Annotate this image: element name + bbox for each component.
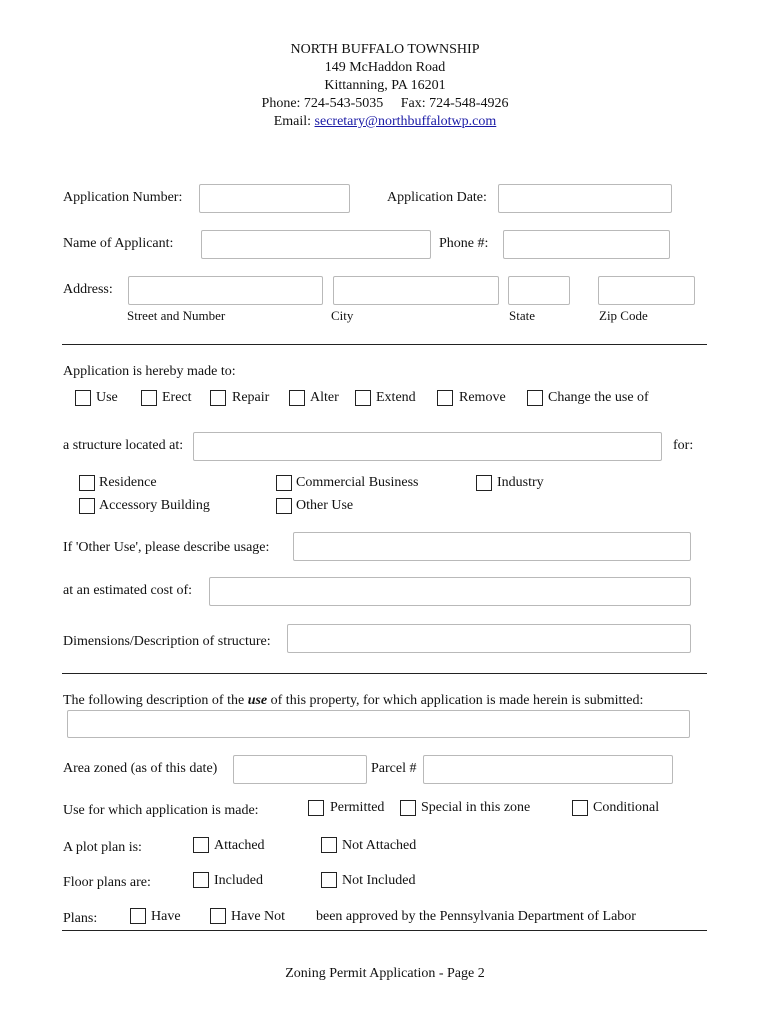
applicant-name-label: Name of Applicant: bbox=[63, 236, 174, 251]
other-use-describe-label: If 'Other Use', please describe usage: bbox=[63, 540, 270, 555]
area-zoned-input[interactable] bbox=[233, 755, 367, 784]
accessory-building-label: Accessory Building bbox=[99, 498, 210, 513]
city-input[interactable] bbox=[333, 276, 499, 305]
floor-included-checkbox[interactable] bbox=[193, 872, 209, 888]
plans-have-not-checkbox[interactable] bbox=[210, 908, 226, 924]
org-email-line bbox=[0, 114, 770, 130]
floor-included-label: Included bbox=[214, 873, 263, 888]
change-use-label: Change the use of bbox=[548, 390, 649, 405]
org-city: Kittanning, PA 16201 bbox=[324, 78, 446, 93]
plot-plan-label: A plot plan is: bbox=[63, 840, 142, 855]
extend-checkbox[interactable] bbox=[355, 390, 371, 406]
extend-label: Extend bbox=[376, 390, 416, 405]
phone-input[interactable] bbox=[503, 230, 670, 259]
industry-label: Industry bbox=[497, 475, 544, 490]
use-description-input[interactable] bbox=[67, 710, 690, 738]
email-link[interactable]: secretary@northbuffalotwp.com bbox=[314, 114, 497, 129]
conditional-label: Conditional bbox=[593, 800, 660, 815]
residence-label: Residence bbox=[99, 475, 157, 490]
erect-label: Erect bbox=[162, 390, 192, 405]
remove-label: Remove bbox=[459, 390, 506, 405]
alter-checkbox[interactable] bbox=[289, 390, 305, 406]
estimated-cost-label: at an estimated cost of: bbox=[63, 583, 193, 598]
application-number-input[interactable] bbox=[199, 184, 350, 213]
accessory-building-checkbox[interactable] bbox=[79, 498, 95, 514]
permitted-label: Permitted bbox=[330, 800, 385, 815]
residence-checkbox[interactable] bbox=[79, 475, 95, 491]
plot-attached-checkbox[interactable] bbox=[193, 837, 209, 853]
plans-have-label: Have bbox=[151, 909, 181, 924]
plot-attached-label: Attached bbox=[214, 838, 265, 853]
dimensions-label: Dimensions/Description of structure: bbox=[63, 634, 271, 649]
section-divider bbox=[62, 930, 707, 931]
permitted-checkbox[interactable] bbox=[308, 800, 324, 816]
other-use-describe-input[interactable] bbox=[293, 532, 691, 561]
org-name: NORTH BUFFALO TOWNSHIP bbox=[290, 42, 480, 57]
page-footer: Zoning Permit Application - Page 2 bbox=[285, 966, 485, 981]
street-input[interactable] bbox=[128, 276, 323, 305]
floor-not-included-checkbox[interactable] bbox=[321, 872, 337, 888]
use-for-label: Use for which application is made: bbox=[63, 803, 259, 818]
street-caption: Street and Number bbox=[127, 308, 226, 323]
org-street: 149 McHaddon Road bbox=[324, 60, 446, 75]
erect-checkbox[interactable] bbox=[141, 390, 157, 406]
remove-checkbox[interactable] bbox=[437, 390, 453, 406]
alter-label: Alter bbox=[310, 390, 339, 405]
city-caption: City bbox=[331, 308, 354, 323]
repair-checkbox[interactable] bbox=[210, 390, 226, 406]
floor-not-included-label: Not Included bbox=[342, 873, 416, 888]
use-description-pre: The following description of the bbox=[63, 693, 248, 708]
use-label: Use bbox=[96, 390, 118, 405]
use-description-post: of this property, for which application is made herein is submitted: bbox=[267, 693, 644, 708]
state-input[interactable] bbox=[508, 276, 570, 305]
other-use-label: Other Use bbox=[296, 498, 354, 513]
other-use-checkbox[interactable] bbox=[276, 498, 292, 514]
industry-checkbox[interactable] bbox=[476, 475, 492, 491]
plans-approval-text: been approved by the Pennsylvania Department of Labor bbox=[316, 909, 636, 924]
plans-have-not-label: Have Not bbox=[231, 909, 286, 924]
floor-plans-label: Floor plans are: bbox=[63, 875, 151, 890]
parcel-label: Parcel # bbox=[371, 761, 417, 776]
section-divider bbox=[62, 673, 707, 674]
application-date-label: Application Date: bbox=[387, 190, 487, 205]
use-checkbox[interactable] bbox=[75, 390, 91, 406]
address-label: Address: bbox=[63, 282, 113, 297]
conditional-checkbox[interactable] bbox=[572, 800, 588, 816]
structure-location-input[interactable] bbox=[193, 432, 662, 461]
estimated-cost-input[interactable] bbox=[209, 577, 691, 606]
commercial-business-label: Commercial Business bbox=[296, 475, 419, 490]
commercial-business-checkbox[interactable] bbox=[276, 475, 292, 491]
application-date-input[interactable] bbox=[498, 184, 672, 213]
application-number-label: Application Number: bbox=[63, 190, 183, 205]
plans-have-checkbox[interactable] bbox=[130, 908, 146, 924]
plot-not-attached-label: Not Attached bbox=[342, 838, 417, 853]
special-zone-label: Special in this zone bbox=[421, 800, 531, 815]
zip-input[interactable] bbox=[598, 276, 695, 305]
special-zone-checkbox[interactable] bbox=[400, 800, 416, 816]
parcel-input[interactable] bbox=[423, 755, 673, 784]
use-description-label bbox=[63, 693, 643, 709]
area-zoned-label: Area zoned (as of this date) bbox=[63, 761, 218, 776]
zip-caption: Zip Code bbox=[599, 308, 648, 323]
org-phone-fax: Phone: 724-543-5035 Fax: 724-548-4926 bbox=[261, 96, 509, 111]
change-use-checkbox[interactable] bbox=[527, 390, 543, 406]
plans-label: Plans: bbox=[63, 911, 98, 926]
plot-not-attached-checkbox[interactable] bbox=[321, 837, 337, 853]
applicant-name-input[interactable] bbox=[201, 230, 431, 259]
phone-label: Phone #: bbox=[439, 236, 489, 251]
dimensions-input[interactable] bbox=[287, 624, 691, 653]
email-label: Email: bbox=[273, 114, 315, 129]
repair-label: Repair bbox=[232, 390, 270, 405]
use-description-emphasis: use bbox=[247, 693, 268, 708]
structure-located-label: a structure located at: bbox=[63, 438, 184, 453]
state-caption: State bbox=[509, 308, 535, 323]
application-intro: Application is hereby made to: bbox=[63, 364, 236, 379]
for-label: for: bbox=[673, 438, 694, 453]
section-divider bbox=[62, 344, 707, 345]
